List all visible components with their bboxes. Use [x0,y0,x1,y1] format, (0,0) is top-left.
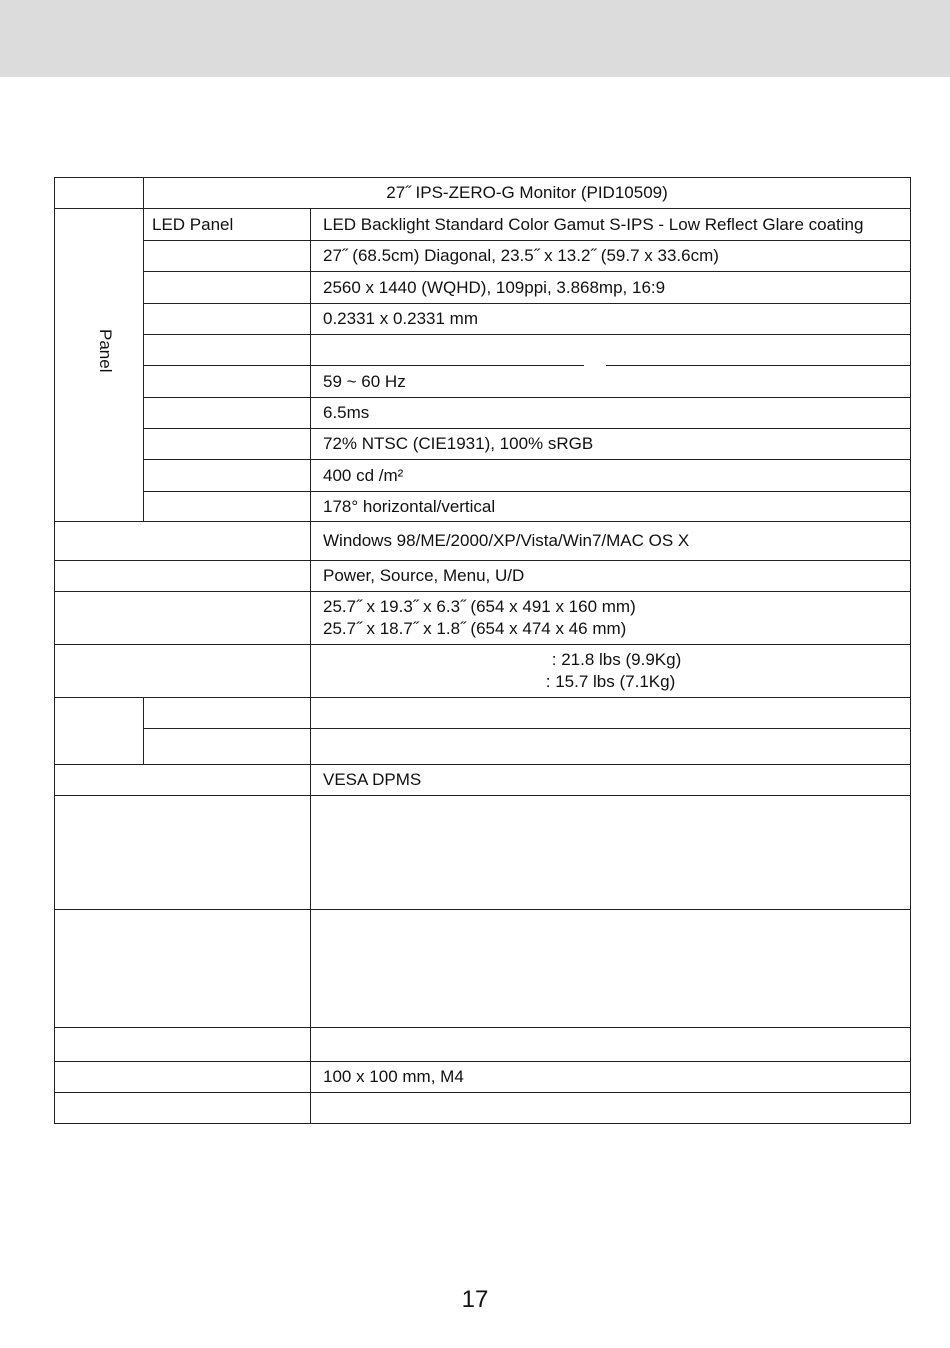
empty-cell [311,1092,911,1123]
table-row [55,429,911,460]
brightness-value: 400 cd /m² [311,460,911,492]
empty-cell [144,304,311,335]
table-row [55,522,911,561]
table-row [55,241,911,272]
empty-cell [144,241,311,272]
table-row [55,304,911,335]
controls-value: Power, Source, Menu, U/D [311,561,911,592]
table-row [55,460,911,492]
table-row [55,398,911,429]
empty-cell [144,429,311,460]
empty-cell [55,1092,311,1123]
os-value: Windows 98/ME/2000/XP/Vista/Win7/MAC OS X [311,522,911,561]
empty-cell [311,909,911,1027]
weight-line: : 21.8 lbs (9.9Kg) [551,649,682,669]
empty-cell [55,592,311,645]
table-row [55,645,911,697]
table-row [55,795,911,909]
empty-cell [144,697,311,728]
table-row [55,728,911,764]
empty-cell [55,522,311,561]
table-title: 27˝ IPS-ZERO-G Monitor (PID10509) [144,178,911,209]
table-row [55,178,911,209]
viewing-angle-value: 178° horizontal/vertical [311,492,911,522]
empty-cell [55,764,311,795]
empty-cell [311,795,911,909]
page-number: 17 [461,1286,489,1313]
empty-cell [55,697,144,764]
dimensions-line: 25.7˝ x 18.7˝ x 1.8˝ (654 x 474 x 46 mm) [323,619,627,639]
refresh-rate-value: 59 ~ 60 Hz [311,366,911,398]
empty-cell [144,492,311,522]
panel-type-value: LED Backlight Standard Color Gamut S-IPS - Low Reflect Glare coating [311,209,911,241]
line-gap [584,364,606,367]
empty-cell [311,1027,911,1061]
table-row [55,209,911,241]
pixel-pitch-value: 0.2331 x 0.2331 mm [311,304,911,335]
empty-cell [144,366,311,398]
empty-cell [55,645,311,697]
dimensions-line: 25.7˝ x 19.3˝ x 6.3˝ (654 x 491 x 160 mm) [323,597,636,617]
empty-cell [144,272,311,304]
power-management-value: VESA DPMS [311,764,911,795]
resolution-value: 2560 x 1440 (WQHD), 109ppi, 3.868mp, 16:9 [311,272,911,304]
empty-cell [55,561,311,592]
empty-cell [55,178,144,209]
table-row [55,1027,911,1061]
color-gamut-value: 72% NTSC (CIE1931), 100% sRGB [311,429,911,460]
vesa-mount-value: 100 x 100 mm, M4 [311,1061,911,1092]
panel-size-value: 27˝ (68.5cm) Diagonal, 23.5˝ x 13.2˝ (59.7 x 33.6cm) [311,241,911,272]
panel-group-cell [55,209,144,522]
table-row [55,764,911,795]
blank-value-cell [311,335,911,366]
dimensions-value [311,592,911,645]
panel-group-label: Panel [96,329,115,373]
weight-value [311,645,911,697]
empty-cell [144,460,311,492]
table-row [55,366,911,398]
empty-cell [55,795,311,909]
table-row [55,272,911,304]
table-row [55,1092,911,1123]
table-row [55,561,911,592]
led-panel-label: LED Panel [144,209,311,241]
response-time-value: 6.5ms [311,398,911,429]
empty-cell [311,728,911,764]
empty-cell [311,697,911,728]
table-row [55,697,911,728]
empty-cell [144,728,311,764]
empty-cell [55,909,311,1027]
table-row [55,492,911,522]
spec-table [54,177,911,1124]
header-bar [0,0,950,77]
table-row [55,592,911,645]
empty-cell [55,1061,311,1092]
empty-cell [144,335,311,366]
weight-line: : 15.7 lbs (7.1Kg) [545,671,676,691]
empty-cell [144,398,311,429]
table-row [55,335,911,366]
table-row [55,1061,911,1092]
table-row [55,909,911,1027]
empty-cell [55,1027,311,1061]
